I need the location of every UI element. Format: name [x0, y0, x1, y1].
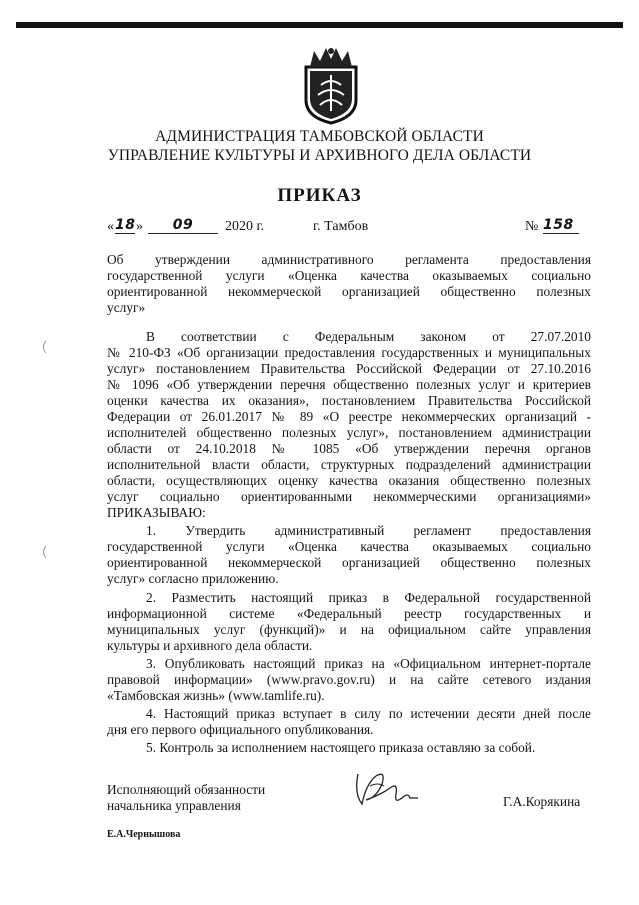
date-year: 2020 г.: [225, 219, 265, 234]
department-name: УПРАВЛЕНИЕ КУЛЬТУРЫ И АРХИВНОГО ДЕЛА ОБЛАСТИ: [107, 147, 532, 164]
preamble-line-5: оценки качества их оказания», постановлением Правительства Российской: [107, 393, 591, 408]
document-title: ПРИКАЗ: [277, 185, 362, 206]
preamble-line-8: области от 24.10.2018 № 1085 «Об утверждении перечня органов: [107, 441, 591, 456]
preamble-line-3: услуг» постановлением Правительства Российской Федерации от 27.10.2016: [107, 361, 591, 376]
executor-name: Е.А.Чернышова: [107, 829, 181, 840]
preamble-line-2: № 210-ФЗ «Об организации предоставления государственных и муниципальных: [107, 345, 591, 360]
date-number-row: [107, 219, 591, 239]
signer-position: [107, 782, 265, 813]
preamble-line-11: услуг социально ориентированными некоммерческими организациями»: [107, 489, 591, 504]
item2-line-1: 2. Разместить настоящий приказ в Федеральной государственной: [146, 590, 591, 605]
preamble-line-7: исполнителей общественно полезных услуг», постановлением администрации: [107, 425, 591, 440]
date-quote-open: «: [107, 219, 114, 234]
scan-mark: [40, 340, 48, 354]
item1-line-2: государственной услуги «Оценка качества оказываемых социально: [107, 539, 591, 554]
subject-line-3: ориентированной некоммерческой организацией общественно полезных: [107, 284, 591, 299]
item2-line-2: информационной системе «Федеральный реестр государственных и: [107, 606, 591, 621]
signer-position-line-1: Исполняющий обязанности: [107, 782, 266, 797]
preamble-line-1: В соответствии с Федеральным законом от 27.07.2010: [146, 329, 591, 344]
item3-line-1: 3. Опубликовать настоящий приказ на «Официальном интернет-портале: [146, 656, 591, 671]
item4-line-1: 4. Настоящий приказ вступает в силу по истечении десяти дней после: [146, 706, 591, 721]
handwritten-signature: [352, 764, 422, 814]
item2-line-3: муниципальных услуг (функций)» и на официальном сайте управления: [107, 622, 591, 637]
signer-name: Г.А.Корякина: [503, 794, 581, 809]
preamble-line-6: Федерации от 26.01.2017 № 89 «О реестре некоммерческих организаций -: [107, 409, 591, 424]
item2-line-4: культуры и архивного дела области.: [107, 638, 313, 653]
item3-line-2: правовой информации» (www.pravo.gov.ru) и на сайте сетевого издания: [107, 672, 591, 687]
agency-name: АДМИНИСТРАЦИЯ ТАМБОВСКОЙ ОБЛАСТИ: [155, 128, 484, 145]
order-keyword: ПРИКАЗЫВАЮ:: [107, 505, 206, 520]
preamble-line-9: исполнительной власти области, структурных подразделений администрации: [107, 457, 591, 472]
signer-position-line-2: начальника управления: [107, 797, 241, 813]
date-month: 09: [148, 217, 218, 234]
preamble-line-4: № 1096 «Об утверждении перечня общественно полезных услуг и критериев: [107, 377, 591, 392]
subject-line-1: Об утверждении административного регламента предоставления: [107, 252, 591, 267]
document-city: г. Тамбов: [313, 219, 369, 234]
item5-line-1: 5. Контроль за исполнением настоящего приказа оставляю за собой.: [146, 740, 536, 755]
item1-line-1: 1. Утвердить административный регламент предоставления: [146, 523, 591, 538]
scan-mark: [40, 545, 48, 559]
subject-line-4: услуг»: [107, 300, 146, 315]
coat-of-arms-icon: [296, 45, 366, 125]
date-quote-close: »: [136, 219, 143, 234]
preamble-line-10: области, осуществляющих оценку качества оказания общественно полезных: [107, 473, 591, 488]
item4-line-2: дня его первого официального опубликования.: [107, 722, 374, 737]
number-label: №: [525, 219, 539, 234]
date-day: 18: [115, 217, 136, 233]
item1-line-4: услуг» согласно приложению.: [107, 571, 279, 586]
item3-line-3: «Тамбовская жизнь» (www.tamlife.ru).: [107, 688, 325, 703]
top-border-line: [16, 22, 623, 28]
item1-line-3: ориентированной некоммерческой организацией общественно полезных: [107, 555, 591, 570]
subject-line-2: государственной услуги «Оценка качества оказываемых социально: [107, 268, 591, 283]
document-number: 158: [543, 217, 579, 234]
